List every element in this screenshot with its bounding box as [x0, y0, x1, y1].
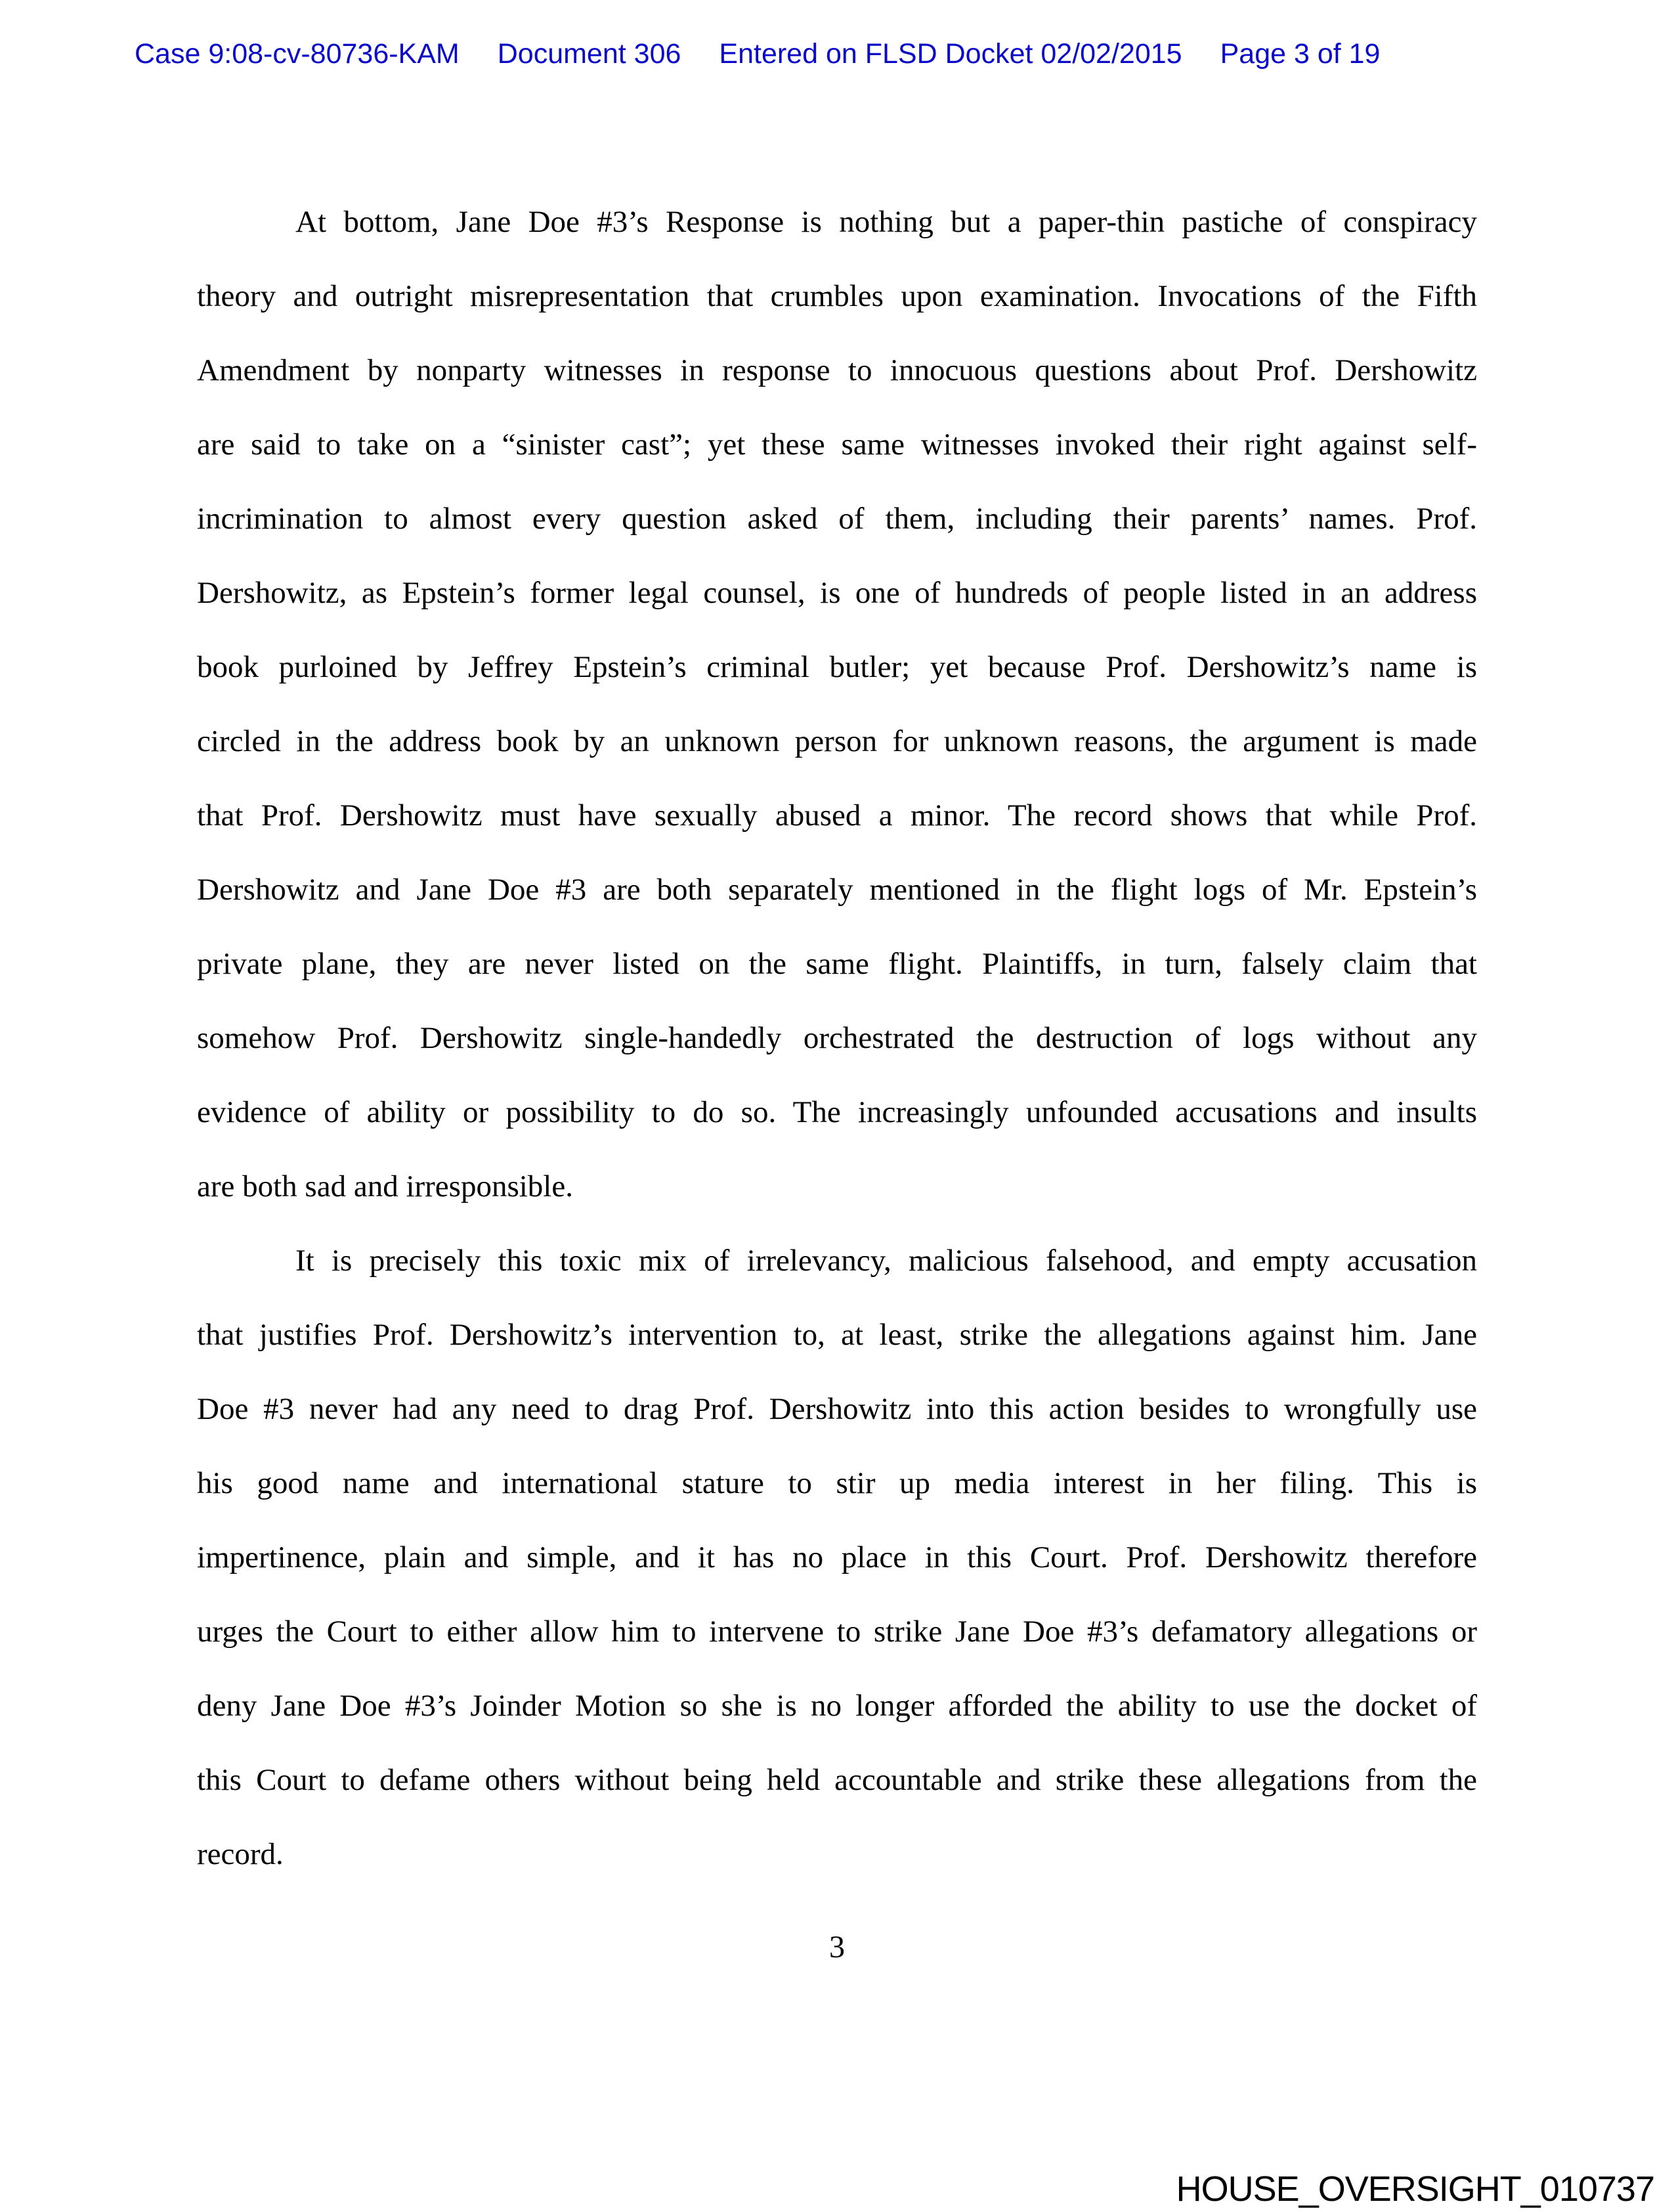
body-line: impertinence, plain and simple, and it has no place in this Court. Prof. Dershowitz therefore — [197, 1540, 1477, 1574]
body-line: Dershowitz and Jane Doe #3 are both separately mentioned in the flight logs of Mr. Epstein’s — [197, 873, 1477, 907]
case-header — [135, 38, 1380, 70]
document-body — [197, 185, 1477, 1892]
body-line: are said to take on a “sinister cast”; yet these same witnesses invoked their right against self- — [197, 427, 1477, 462]
body-line: At bottom, Jane Doe #3’s Response is nothing but a paper-thin pastiche of conspiracy — [295, 205, 1477, 239]
body-line: Doe #3 never had any need to drag Prof. Dershowitz into this action besides to wrongfully use — [197, 1392, 1477, 1426]
body-line: circled in the address book by an unknown person for unknown reasons, the argument is made — [197, 724, 1477, 758]
page-indicator-label: Page 3 of 19 — [1220, 38, 1381, 70]
body-line: evidence of ability or possibility to do so. The increasingly unfounded accusations and insults — [197, 1095, 1477, 1129]
body-line: incrimination to almost every question asked of them, including their parents’ names. Prof. — [197, 502, 1477, 536]
body-line: Dershowitz, as Epstein’s former legal counsel, is one of hundreds of people listed in an address — [197, 576, 1477, 610]
document-number-label: Document 306 — [497, 38, 681, 70]
body-line: urges the Court to either allow him to intervene to strike Jane Doe #3’s defamatory allegations or — [197, 1615, 1477, 1649]
body-line: It is precisely this toxic mix of irrelevancy, malicious falsehood, and empty accusation — [295, 1244, 1477, 1278]
case-number-label: Case 9:08-cv-80736-KAM — [135, 38, 460, 70]
body-line: Amendment by nonparty witnesses in response to innocuous questions about Prof. Dershowitz — [197, 353, 1477, 387]
docket-entry-label: Entered on FLSD Docket 02/02/2015 — [719, 38, 1182, 70]
body-line: deny Jane Doe #3’s Joinder Motion so she is no longer afforded the ability to use the docket of — [197, 1689, 1477, 1723]
body-line: private plane, they are never listed on the same flight. Plaintiffs, in turn, falsely claim that — [197, 947, 1477, 981]
body-line: this Court to defame others without being held accountable and strike these allegations from the — [197, 1763, 1477, 1797]
body-line: theory and outright misrepresentation that crumbles upon examination. Invocations of the Fifth — [197, 279, 1477, 313]
bates-stamp: HOUSE_OVERSIGHT_010737 — [1176, 2169, 1654, 2209]
body-line: book purloined by Jeffrey Epstein’s criminal butler; yet because Prof. Dershowitz’s name is — [197, 650, 1477, 684]
body-line: that Prof. Dershowitz must have sexually abused a minor. The record shows that while Prof. — [197, 798, 1477, 833]
body-line: his good name and international stature to stir up media interest in her filing. This is — [197, 1466, 1477, 1500]
body-line: that justifies Prof. Dershowitz’s intervention to, at least, strike the allegations against him. Jane — [197, 1318, 1477, 1352]
page-number: 3 — [829, 1930, 845, 1964]
body-line: record. — [197, 1837, 284, 1871]
body-line: are both sad and irresponsible. — [197, 1169, 573, 1204]
body-line: somehow Prof. Dershowitz single-handedly orchestrated the destruction of logs without any — [197, 1021, 1477, 1055]
